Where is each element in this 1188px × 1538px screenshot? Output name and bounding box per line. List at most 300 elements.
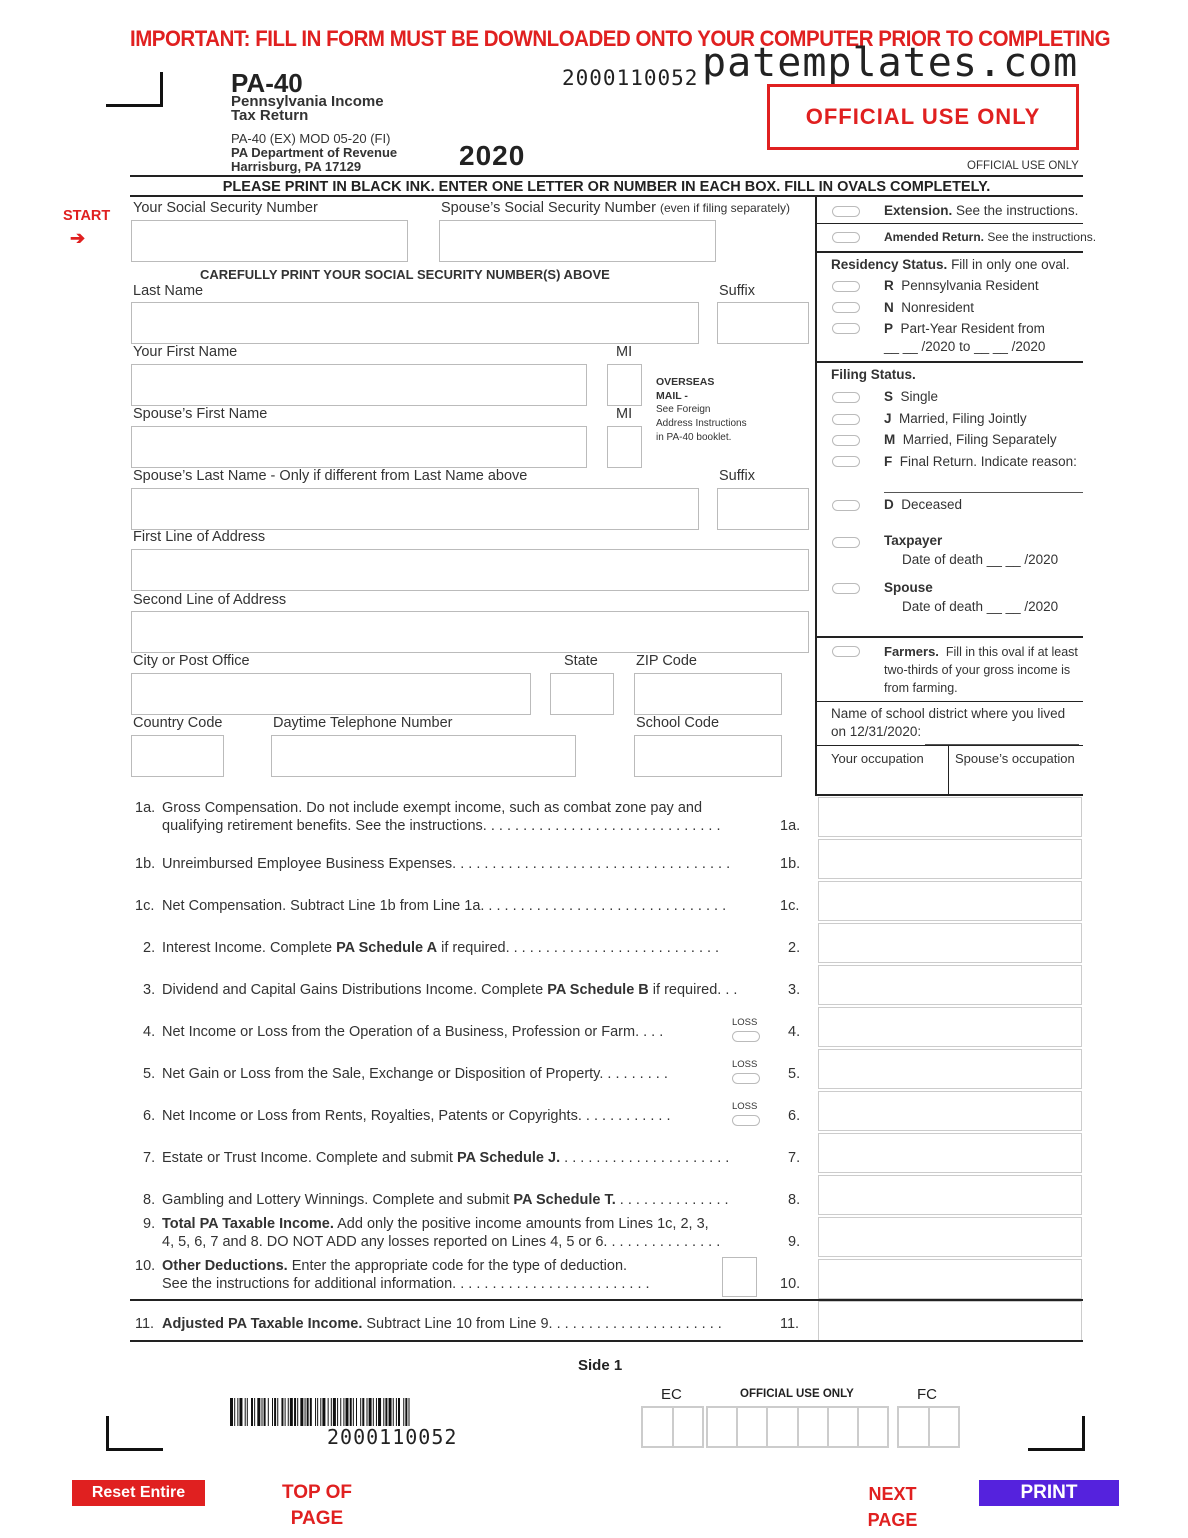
start-label: START (63, 208, 111, 224)
line-ref: 1b. (780, 856, 801, 872)
loss-oval[interactable] (732, 1031, 760, 1042)
official-box-group (641, 1406, 704, 1448)
farmers-2: two-thirds of your gross income is (884, 663, 1071, 677)
filing-j (884, 411, 1027, 426)
line-text-main: Net Income or Loss from the Operation of a Business, Profession or Farm. . . . (162, 1024, 664, 1040)
overseas-1: OVERSEAS (656, 376, 715, 388)
start-arrow-icon: ➔ (70, 228, 86, 248)
deduction-code-input[interactable] (722, 1257, 757, 1297)
official-box-cell (768, 1408, 798, 1446)
filing-j-oval[interactable] (832, 414, 860, 425)
footer-barcode-number: 2000110052 (327, 1425, 458, 1449)
line-text (162, 1066, 714, 1082)
fs-m-code: M (884, 432, 896, 447)
barcode-bar (247, 1398, 248, 1426)
line-ref: 1a. (780, 818, 801, 834)
barcode-bar (385, 1398, 387, 1426)
rp-rule-5 (817, 701, 1083, 702)
filing-heading: Filing Status. (831, 367, 916, 382)
fs-s-text: Single (900, 389, 939, 404)
barcode-bar (254, 1398, 255, 1426)
amended-text (884, 230, 1096, 244)
school-district-input[interactable] (925, 724, 1079, 745)
ssn-label: Your Social Security Number (133, 200, 318, 216)
line-number: 6. (143, 1108, 156, 1124)
school-district-2: on 12/31/2020: (831, 724, 922, 739)
barcode-bar (409, 1398, 410, 1426)
line-11-bottom-rule (130, 1340, 1083, 1342)
line-number: 11. (135, 1316, 155, 1332)
overseas-4: Address Instructions (656, 418, 747, 429)
barcode-bar (376, 1398, 377, 1426)
official-box-cell (799, 1408, 829, 1446)
line-text-pre: Interest Income. Complete (162, 940, 337, 956)
residency-bold: Residency Status. (831, 257, 948, 272)
line-text-bold: Other Deductions. (162, 1258, 288, 1274)
line-text (162, 898, 772, 914)
occupation-divider (948, 746, 949, 796)
residency-rest: Fill in only one oval. (951, 257, 1070, 272)
dept: PA Department of Revenue (231, 145, 398, 160)
barcode-bar (360, 1398, 361, 1426)
residency-p (884, 321, 1045, 336)
official-box-group (897, 1406, 960, 1448)
phone-label: Daytime Telephone Number (273, 715, 453, 731)
official-use-box-label: OFFICIAL USE ONLY (805, 104, 1041, 129)
line-text (162, 1316, 772, 1332)
line-ref: 1c. (780, 898, 800, 914)
residency-n (884, 300, 974, 315)
fs-m-text: Married, Filing Separately (902, 432, 1057, 447)
corner-mark-bottom-right (1028, 1416, 1085, 1451)
barcode-bar (350, 1398, 352, 1426)
fs-f-code: F (884, 454, 893, 469)
next-page-button[interactable]: NEXT PAGE (867, 1484, 918, 1530)
taxpayer-oval[interactable] (832, 537, 860, 548)
fs-s-code: S (884, 389, 894, 404)
loss-label: LOSS (732, 1059, 758, 1070)
school-code-label: School Code (636, 715, 720, 731)
line-amount-input[interactable] (818, 1091, 1082, 1131)
filing-d (884, 497, 962, 512)
final-reason-line (884, 492, 1083, 493)
line-text (162, 1108, 714, 1124)
extension-bold: Extension. (884, 203, 953, 218)
address-1-input[interactable] (131, 549, 809, 591)
spouse-mi-label: MI (616, 406, 633, 422)
loss-label: LOSS (732, 1017, 758, 1028)
barcode-bar (389, 1398, 392, 1426)
barcode-bar (272, 1398, 273, 1426)
line-text-post: Add only the positive income amounts from Lines 1c, 2, 3, (333, 1216, 709, 1232)
barcode-bar (290, 1398, 293, 1426)
line-text-post: if required. . . . . . . . . . . . . . . . . . . . . . . . . . . (437, 940, 720, 956)
line-amount-input[interactable] (818, 1049, 1082, 1089)
first-name-label: Your First Name (133, 344, 238, 360)
line-number: 1a. (135, 800, 156, 816)
spouse-occupation-label: Spouse’s occupation (955, 751, 1075, 766)
overseas-5: in PA-40 booklet. (656, 432, 732, 443)
spouse-label: Spouse (884, 580, 933, 595)
barcode-bar (237, 1398, 238, 1426)
barcode-bar (403, 1398, 404, 1426)
tax-year: 2020 (459, 140, 526, 171)
line-number: 1b. (135, 856, 156, 872)
residency-p-dates: __ __ /2020 to __ __ /2020 (884, 339, 1046, 354)
barcode-bar (274, 1398, 276, 1426)
line-ref: 5. (788, 1066, 801, 1082)
barcode-bar (373, 1398, 374, 1426)
form-mod: PA-40 (EX) MOD 05-20 (FI) (231, 131, 391, 146)
line-ref: 4. (788, 1024, 801, 1040)
your-occupation-label: Your occupation (831, 751, 924, 766)
official-box-cell (708, 1408, 738, 1446)
spouse-suffix-input[interactable] (717, 488, 809, 530)
barcode-bar (346, 1398, 349, 1426)
barcode-bar (239, 1398, 242, 1426)
barcode-bar (328, 1398, 329, 1426)
barcode-bar (353, 1398, 354, 1426)
rp-rule-4 (817, 636, 1083, 638)
res-n-text: Nonresident (901, 300, 975, 315)
line-ref: 7. (788, 1150, 801, 1166)
print-instruction: PLEASE PRINT IN BLACK INK. ENTER ONE LETTER OR NUMBER IN EACH BOX. FILL IN OVALS COMPLETELY. (222, 179, 991, 195)
barcode-bar (288, 1398, 289, 1426)
residency-heading (831, 257, 1070, 272)
fs-d-text: Deceased (901, 497, 963, 512)
barcode-bar (264, 1398, 266, 1426)
ec-label: EC (661, 1386, 682, 1403)
line-text-bold: PA Schedule T. (513, 1192, 616, 1208)
footer-official: OFFICIAL USE ONLY (740, 1388, 854, 1400)
overseas-2: MAIL - (656, 390, 688, 402)
barcode-bar (307, 1398, 309, 1426)
suffix-input[interactable] (717, 302, 809, 344)
country-label: Country Code (133, 715, 223, 731)
loss-oval[interactable] (732, 1115, 760, 1126)
loss-oval[interactable] (732, 1073, 760, 1084)
line-ref: 11. (780, 1316, 800, 1332)
barcode-bar (297, 1398, 298, 1426)
form-name-2: Tax Return (231, 107, 309, 124)
barcode-bar (333, 1398, 336, 1426)
official-box-group (706, 1406, 889, 1448)
school-district-1: Name of school district where you lived (831, 706, 1066, 721)
barcode-bar (305, 1398, 306, 1426)
official-box-cell (859, 1408, 887, 1446)
line-text-post: Subtract Line 10 from Line 9. . . . . . . . . . . . . . . . . . . . . . (362, 1316, 722, 1332)
line-text-bold: PA Schedule B (547, 982, 649, 998)
phone-input[interactable] (271, 735, 576, 777)
rp-rule-2 (817, 251, 1083, 253)
fs-j-text: Married, Filing Jointly (899, 411, 1027, 426)
taxpayer-label: Taxpayer (884, 533, 943, 548)
line-amount-input[interactable] (818, 881, 1082, 921)
line-text-pre: Gambling and Lottery Winnings. Complete and submit (162, 1192, 514, 1208)
line-ref: 3. (788, 982, 801, 998)
line-text-main: Net Income or Loss from Rents, Royalties, Patents or Copyrights. . . . . . . . . . . . (162, 1108, 671, 1124)
residency-n-oval[interactable] (832, 302, 860, 313)
official-box-cell (738, 1408, 768, 1446)
barcode-bar (251, 1398, 253, 1426)
line-ref: 2. (788, 940, 801, 956)
filing-s (884, 389, 938, 404)
filing-m (884, 432, 1057, 447)
line-text-second: qualifying retirement benefits. See the instructions. . . . . . . . . . . . . . . . . . . . . . . . . . . . . . (162, 818, 721, 834)
spouse-first-name-input[interactable] (131, 426, 587, 468)
line-text-pre: Dividend and Capital Gains Distributions Income. Complete (162, 982, 548, 998)
zip-label: ZIP Code (636, 653, 697, 669)
barcode-bar (367, 1398, 368, 1426)
line-text-main: Net Compensation. Subtract Line 1b from Line 1a. . . . . . . . . . . . . . . . . . . . . . . . . . . . . . . (162, 898, 727, 914)
official-box-cell (930, 1408, 959, 1446)
line-ref: 9. (788, 1234, 801, 1250)
amended-bold: Amended Return. (884, 230, 985, 244)
spouse-suffix-label: Suffix (719, 468, 756, 484)
barcode-bar (362, 1398, 364, 1426)
official-box-cell (829, 1408, 859, 1446)
barcode-bar (343, 1398, 344, 1426)
line-amount-input[interactable] (818, 1301, 1082, 1341)
important-notice: IMPORTANT: FILL IN FORM MUST BE DOWNLOADED ONTO YOUR COMPUTER PRIOR TO COMPLETING (130, 26, 1111, 51)
farmers-1: Fill in this oval if at least (945, 645, 1078, 659)
line-number: 2. (143, 940, 156, 956)
overseas-3: See Foreign (656, 404, 711, 415)
official-box-cell (643, 1408, 674, 1446)
first-name-input[interactable] (131, 364, 587, 406)
mi-label: MI (616, 344, 633, 360)
line-ref: 8. (788, 1192, 801, 1208)
farmers-text (884, 643, 1089, 697)
farmers-oval[interactable] (832, 646, 860, 657)
rp-rule-1 (817, 223, 1083, 224)
address-2-label: Second Line of Address (133, 592, 287, 608)
fs-d-code: D (884, 497, 894, 512)
filing-s-oval[interactable] (832, 392, 860, 403)
filing-d-oval[interactable] (832, 500, 860, 511)
line-text (162, 1150, 772, 1166)
line-text-post: Enter the appropriate code for the type of deduction. (287, 1258, 628, 1274)
line-text (162, 1192, 772, 1208)
state-label: State (564, 653, 598, 669)
dept-city: Harrisburg, PA 17129 (231, 159, 362, 174)
line-text (162, 800, 772, 816)
line-text-main: Gross Compensation. Do not include exempt income, such as combat zone pay and (162, 800, 703, 816)
address-2-input[interactable] (131, 611, 809, 653)
barcode-bar (398, 1398, 400, 1426)
line-text-post: . . . . . . . . . . . . . . (615, 1192, 729, 1208)
barcode-bar (268, 1398, 269, 1426)
res-n-code: N (884, 300, 894, 315)
line-10-top-rule (130, 1299, 1083, 1301)
barcode-bar (383, 1398, 384, 1426)
barcode-bar (281, 1398, 283, 1426)
barcode-bar (337, 1398, 338, 1426)
barcode-bar (262, 1398, 263, 1426)
farmers-bold: Farmers. (884, 644, 939, 659)
residency-r (884, 278, 1039, 293)
line-amount-input[interactable] (818, 1217, 1082, 1257)
line-text-main: Net Gain or Loss from the Sale, Exchange or Disposition of Property. . . . . . . . . (162, 1066, 668, 1082)
line-text (162, 982, 772, 998)
barcode-bar (315, 1398, 316, 1426)
amended-rest: See the instructions. (987, 230, 1097, 244)
line-ref: 10. (780, 1276, 801, 1292)
line-amount-input[interactable] (818, 1133, 1082, 1173)
school-code-input[interactable] (634, 735, 782, 777)
official-box-cell (674, 1408, 703, 1446)
line-number: 3. (143, 982, 156, 998)
line-number: 5. (143, 1066, 156, 1082)
line-amount-input[interactable] (818, 923, 1082, 963)
line-text (162, 1024, 714, 1040)
form-code: PA-40 (231, 68, 303, 98)
official-use-small: OFFICIAL USE ONLY (967, 160, 1079, 172)
right-panel-divider (815, 197, 817, 795)
residency-r-oval[interactable] (832, 281, 860, 292)
rp-rule-6 (817, 745, 1083, 746)
filing-f-oval[interactable] (832, 456, 860, 467)
line-number: 1c. (135, 898, 155, 914)
barcode-bar (356, 1398, 357, 1426)
extension-text (884, 203, 1078, 218)
barcode-bar (257, 1398, 260, 1426)
barcode-bar (285, 1398, 286, 1426)
corner-mark-top-left (106, 72, 163, 107)
line-number: 8. (143, 1192, 156, 1208)
rp-rule-3 (817, 361, 1083, 363)
city-input[interactable] (131, 673, 531, 715)
line-text-bold: Adjusted PA Taxable Income. (162, 1316, 363, 1332)
spouse-first-name-label: Spouse’s First Name (133, 406, 268, 422)
barcode-bar (245, 1398, 246, 1426)
last-name-label: Last Name (133, 283, 204, 299)
fs-f-text: Final Return. Indicate reason: (899, 454, 1077, 469)
line-text-bold: Total PA Taxable Income. (162, 1216, 334, 1232)
corner-mark-bottom-left (106, 1416, 163, 1451)
barcode-bar (300, 1398, 303, 1426)
spouse-ssn-input[interactable] (439, 220, 716, 262)
print-button[interactable]: PRINT (979, 1480, 1119, 1506)
loss-label: LOSS (732, 1101, 758, 1112)
barcode-bar (322, 1398, 325, 1426)
barcode-icon (230, 1398, 560, 1428)
line-amount-input[interactable] (818, 965, 1082, 1005)
line-text-second: 4, 5, 6, 7 and 8. DO NOT ADD any losses reported on Lines 4, 5 or 6. . . . . . . . . . . . . . . (162, 1234, 721, 1250)
spouse-ssn-note: (even if filing separately) (659, 201, 791, 215)
barcode-bar (320, 1398, 321, 1426)
farmers-3: from farming. (884, 681, 958, 695)
line-amount-input[interactable] (818, 1175, 1082, 1215)
top-of-page-button[interactable]: TOP OF PAGE (281, 1482, 353, 1529)
line-number: 4. (143, 1024, 156, 1040)
extension-rest: See the instructions. (956, 203, 1079, 218)
line-text-main: Unreimbursed Employee Business Expenses. . . . . . . . . . . . . . . . . . . . . . . . . . . . . . . . . . . (162, 856, 731, 872)
barcode-bar (310, 1398, 312, 1426)
residency-p-oval[interactable] (832, 323, 860, 334)
res-r-text: Pennsylvania Resident (901, 278, 1039, 293)
lines-top-rule (815, 794, 1083, 796)
barcode-bar (294, 1398, 296, 1426)
barcode-bar (393, 1398, 394, 1426)
line-text-second: See the instructions for additional information. . . . . . . . . . . . . . . . . . . . . . . . . (162, 1276, 650, 1292)
suffix-label: Suffix (719, 283, 756, 299)
taxpayer-death-date: Date of death __ __ /2020 (902, 552, 1059, 567)
ssn-input[interactable] (131, 220, 408, 262)
line-amount-input[interactable] (818, 839, 1082, 879)
line-number: 7. (143, 1150, 156, 1166)
line-amount-input[interactable] (818, 797, 1082, 837)
fs-j-code: J (884, 411, 892, 426)
line-text-bold: PA Schedule J. (456, 1150, 561, 1166)
line-text-bold: PA Schedule A (336, 940, 438, 956)
form-name-1: Pennsylvania Income (231, 93, 384, 110)
spouse-last-name-label: Spouse’s Last Name - Only if different from Last Name above (133, 468, 528, 484)
line-text (162, 856, 772, 872)
mi-input[interactable] (607, 364, 642, 406)
spouse-last-name-input[interactable] (131, 488, 699, 530)
spouse-mi-input[interactable] (607, 426, 642, 468)
barcode-bar (277, 1398, 278, 1426)
barcode-bar (230, 1398, 233, 1426)
barcode-bar (378, 1398, 381, 1426)
last-name-input[interactable] (131, 302, 699, 344)
barcode-bar (234, 1398, 235, 1426)
filing-m-oval[interactable] (832, 435, 860, 446)
amended-oval[interactable] (832, 232, 860, 243)
city-label: City or Post Office (133, 653, 250, 669)
extension-oval[interactable] (832, 206, 860, 217)
line-amount-input[interactable] (818, 1259, 1082, 1299)
fc-label: FC (917, 1386, 937, 1403)
spouse-death-date: Date of death __ __ /2020 (902, 599, 1059, 614)
side-label: Side 1 (578, 1357, 623, 1374)
header-rule-bottom (130, 195, 1083, 197)
line-text-post: . . . . . . . . . . . . . . . . . . . . . (560, 1150, 730, 1166)
line-number: 9. (143, 1216, 156, 1232)
barcode-bar (396, 1398, 397, 1426)
res-p-text: Part-Year Resident from (900, 321, 1045, 336)
ssn-note: CAREFULLY PRINT YOUR SOCIAL SECURITY NUMBER(S) ABOVE (200, 267, 610, 282)
line-text (162, 1258, 772, 1274)
address-1-label: First Line of Address (133, 529, 266, 545)
zip-input[interactable] (634, 673, 782, 715)
spouse-oval[interactable] (832, 583, 860, 594)
state-input[interactable] (550, 673, 614, 715)
reset-form-button[interactable]: Reset Entire Form (72, 1480, 205, 1506)
header-barcode-number: 2000110052 (562, 66, 699, 90)
country-input[interactable] (131, 735, 224, 777)
line-text-post: if required. . . (648, 982, 738, 998)
res-r-code: R (884, 278, 894, 293)
line-ref: 6. (788, 1108, 801, 1124)
header-rule-top (130, 175, 1083, 177)
watermark: patemplates.com (702, 40, 1079, 86)
line-text-pre: Estate or Trust Income. Complete and submit (162, 1150, 457, 1166)
overseas-note (656, 375, 747, 445)
barcode-bar (331, 1398, 332, 1426)
line-amount-input[interactable] (818, 1007, 1082, 1047)
official-box-cell (899, 1408, 930, 1446)
barcode-bar (317, 1398, 318, 1426)
filing-f (884, 454, 1077, 469)
line-number: 10. (135, 1258, 156, 1274)
line-text (162, 1216, 772, 1232)
barcode-bar (405, 1398, 407, 1426)
spouse-ssn-label (441, 200, 790, 216)
spouse-ssn-label-text: Spouse’s Social Security Number (441, 200, 656, 216)
res-p-code: P (884, 321, 894, 336)
